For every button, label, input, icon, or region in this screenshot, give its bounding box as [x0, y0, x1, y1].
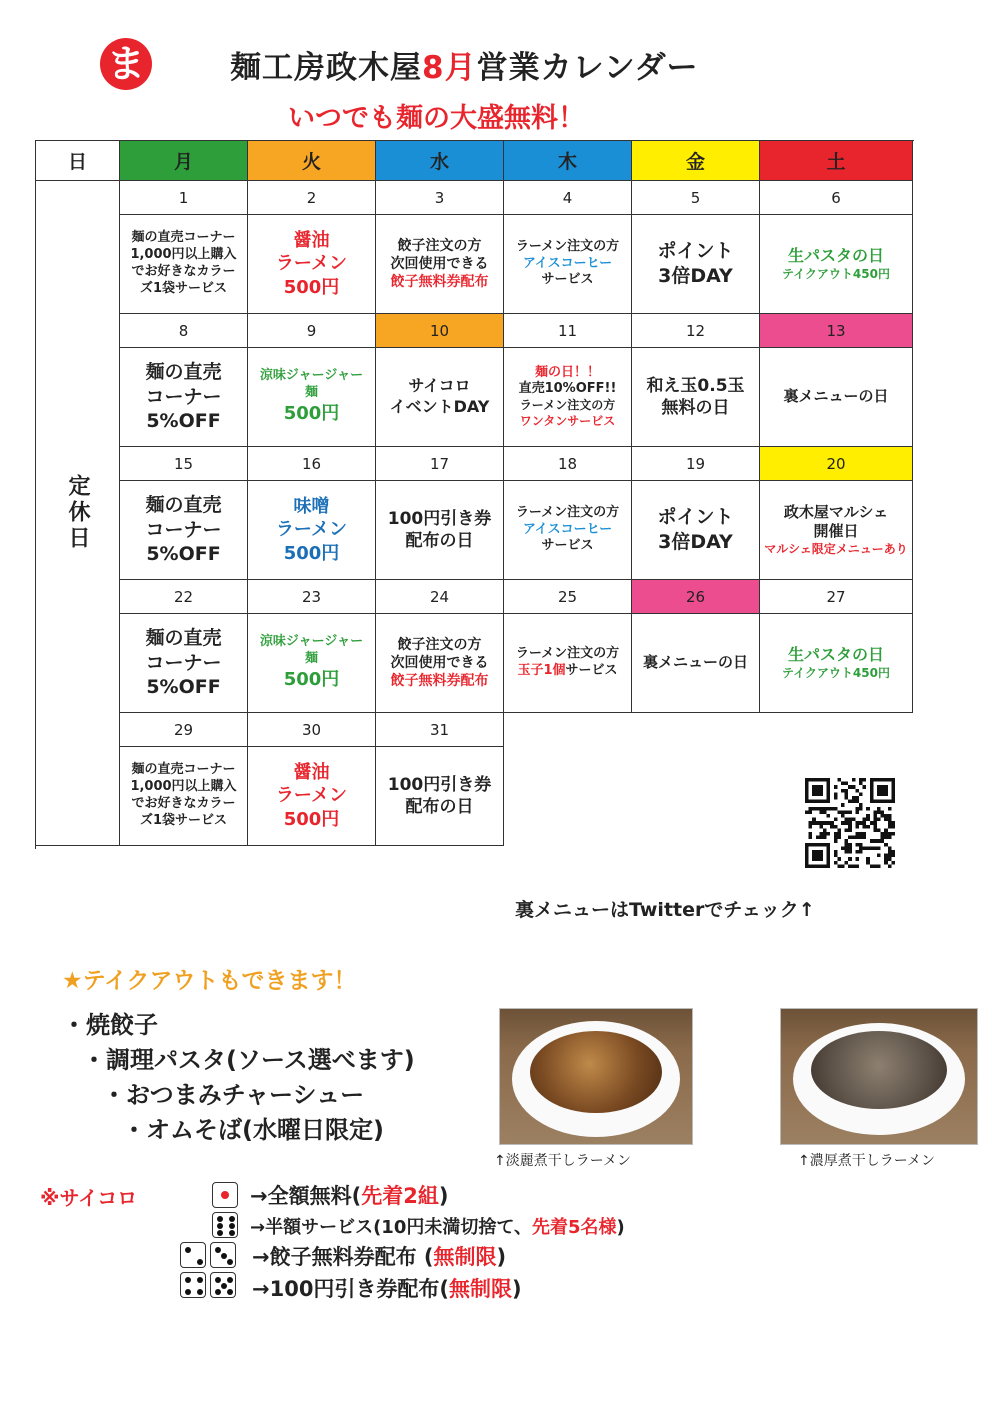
- event-line: 餃子無料券配布: [390, 274, 489, 291]
- title-shop-name: 麺工房政木屋: [230, 50, 422, 86]
- event-line: サービス: [541, 538, 594, 554]
- day-number: 9: [248, 314, 376, 348]
- photo-caption: ↑濃厚煮干しラーメン: [798, 1153, 936, 1169]
- event-line: 裏メニューの日: [642, 653, 748, 672]
- day-event: [504, 481, 632, 580]
- day-event: [120, 348, 248, 447]
- event-line: コーナー: [145, 651, 222, 674]
- ramen-photo-tanrei: [499, 1008, 693, 1145]
- day-number: 15: [120, 447, 248, 481]
- day-number: 22: [120, 580, 248, 614]
- day-event: [760, 215, 913, 314]
- day-number: 25: [504, 580, 632, 614]
- event-line: 開催日: [813, 522, 859, 541]
- event-line: 麺: [304, 385, 318, 401]
- weekday-header: 火: [248, 141, 376, 181]
- day-number: 18: [504, 447, 632, 481]
- event-line: 3倍DAY: [658, 265, 733, 287]
- event-line: イベントDAY: [389, 397, 490, 416]
- die-face-3-icon: [210, 1242, 236, 1268]
- day-number: 1: [120, 181, 248, 215]
- event-line: ラーメン: [275, 785, 348, 807]
- event-line: 配布の日: [405, 797, 474, 817]
- takeout-item: ・オムそば(水曜日限定): [122, 1116, 384, 1144]
- day-event: [504, 215, 632, 314]
- day-number: 19: [632, 447, 760, 481]
- qr-code-icon[interactable]: [802, 778, 898, 868]
- shop-logo: ま: [100, 38, 152, 90]
- day-number: 24: [376, 580, 504, 614]
- day-event: [632, 348, 760, 447]
- event-line: 玉子1個サービス: [517, 663, 618, 678]
- day-number: 20: [760, 447, 913, 481]
- weekday-header: 金: [632, 141, 760, 181]
- event-line: アイスコーヒー: [522, 255, 613, 271]
- event-line: ラーメン注文の方: [515, 238, 620, 254]
- day-event: [504, 348, 632, 447]
- event-line: 涼味ジャージャー: [259, 634, 364, 650]
- day-number: 26: [632, 580, 760, 614]
- event-line: ズ1袋サービス: [139, 280, 228, 296]
- event-line: 生パスタの日: [787, 245, 884, 265]
- day-number: 2: [248, 181, 376, 215]
- takeout-item: ・焼餃子: [62, 1011, 158, 1039]
- event-line: テイクアウト450円: [782, 665, 890, 680]
- event-line: 1,000円以上購入: [130, 247, 237, 263]
- day-event: [376, 348, 504, 447]
- event-line: 麺の直売: [145, 360, 222, 383]
- day-number: 30: [248, 713, 376, 747]
- closed-day-column: 定休日: [36, 181, 120, 846]
- day-event: [248, 481, 376, 580]
- day-event: [760, 481, 913, 580]
- day-number: 4: [504, 181, 632, 215]
- event-line: 醤油: [293, 761, 330, 783]
- event-line: 餃子無料券配布: [390, 673, 489, 690]
- die-face-1-icon: [212, 1182, 238, 1208]
- event-line: 500円: [283, 808, 340, 830]
- event-line: 麺の直売コーナー: [131, 762, 236, 778]
- event-line: 涼味ジャージャー: [259, 368, 364, 384]
- day-number: 29: [120, 713, 248, 747]
- day-number: 8: [120, 314, 248, 348]
- page-subtitle: いつでも麺の大盛無料！: [288, 103, 585, 134]
- day-event: [632, 481, 760, 580]
- event-line: サービス: [541, 272, 594, 288]
- day-event: [504, 614, 632, 713]
- event-line: 麺の直売: [145, 626, 222, 649]
- event-line: 5%OFF: [146, 410, 221, 433]
- day-event: [120, 481, 248, 580]
- day-event: [632, 614, 760, 713]
- title-suffix: 営業カレンダー: [476, 50, 699, 86]
- qr-caption: 裏メニューはTwitterでチェック↑: [515, 899, 815, 921]
- day-number: 16: [248, 447, 376, 481]
- event-line: ワンタンサービス: [519, 413, 616, 428]
- day-event: [376, 614, 504, 713]
- day-event: [248, 348, 376, 447]
- day-number: 12: [632, 314, 760, 348]
- event-line: 麺の直売: [145, 493, 222, 516]
- event-line: 直売10%OFF!!: [518, 381, 617, 397]
- day-event: [248, 215, 376, 314]
- weekday-header: 木: [504, 141, 632, 181]
- event-line: ラーメン注文の方: [519, 398, 616, 413]
- event-line: ポイント: [657, 506, 734, 529]
- event-line: 500円: [283, 276, 340, 298]
- day-event: [376, 481, 504, 580]
- event-line: 500円: [283, 669, 340, 691]
- dice-rule: →全額無料(先着2組): [250, 1184, 449, 1208]
- event-line: ラーメン注文の方: [515, 646, 620, 662]
- takeout-item: ・調理パスタ(ソース選べます): [82, 1046, 415, 1074]
- event-line: 3倍DAY: [658, 531, 733, 553]
- page-title: [230, 42, 699, 87]
- weekday-header: 土: [760, 141, 913, 181]
- weekday-header: 月: [120, 141, 248, 181]
- day-number: 5: [632, 181, 760, 215]
- event-line: 生パスタの日: [787, 644, 884, 664]
- event-line: ラーメン注文の方: [515, 504, 620, 520]
- calendar: [35, 140, 914, 849]
- event-line: テイクアウト450円: [782, 266, 890, 281]
- die-face-6-icon: [212, 1212, 238, 1238]
- event-line: 500円: [283, 542, 340, 564]
- title-month: 8月: [422, 50, 477, 86]
- day-number: 23: [248, 580, 376, 614]
- day-number: 13: [760, 314, 913, 348]
- event-line: ラーメン: [275, 519, 348, 541]
- day-event: [120, 614, 248, 713]
- die-face-2-icon: [180, 1242, 206, 1268]
- day-event: [760, 614, 913, 713]
- event-line: 1,000円以上購入: [130, 779, 237, 795]
- ramen-photo-noukou: [780, 1008, 978, 1145]
- day-event: [248, 747, 376, 846]
- event-line: 餃子注文の方: [397, 237, 482, 254]
- event-line: 無料の日: [661, 398, 730, 418]
- event-line: ポイント: [657, 240, 734, 263]
- dice-rule: →100円引き券配布(無制限): [252, 1277, 522, 1301]
- event-line: コーナー: [145, 385, 222, 408]
- event-line: 麺: [304, 651, 318, 667]
- day-number: 17: [376, 447, 504, 481]
- dice-rule: →餃子無料券配布 (無制限): [252, 1245, 507, 1269]
- event-line: サイコロ: [408, 376, 471, 396]
- weekday-header: 水: [376, 141, 504, 181]
- event-line: 醤油: [293, 229, 330, 251]
- event-line: ラーメン: [275, 253, 348, 275]
- day-number: 3: [376, 181, 504, 215]
- event-line: アイスコーヒー: [522, 521, 613, 537]
- day-event: [120, 215, 248, 314]
- event-line: マルシェ限定メニューあり: [764, 541, 908, 556]
- event-line: ズ1袋サービス: [139, 812, 228, 828]
- day-event: [376, 747, 504, 846]
- event-line: 味噌: [293, 495, 330, 517]
- die-face-5-icon: [210, 1272, 236, 1298]
- event-line: 麺の日！！: [534, 364, 600, 380]
- day-number: 31: [376, 713, 504, 747]
- event-line: 5%OFF: [146, 676, 221, 699]
- event-line: 100円引き券: [387, 508, 492, 529]
- day-number: 10: [376, 314, 504, 348]
- weekday-header: 日: [36, 141, 120, 181]
- photo-caption: ↑淡麗煮干しラーメン: [494, 1153, 632, 1169]
- event-line: 5%OFF: [146, 543, 221, 566]
- event-line: 和え玉0.5玉: [646, 375, 745, 396]
- day-event: [120, 747, 248, 846]
- event-line: 次回使用できる: [390, 654, 489, 671]
- day-event: [376, 215, 504, 314]
- event-line: コーナー: [145, 518, 222, 541]
- day-number: 11: [504, 314, 632, 348]
- event-line: 次回使用できる: [390, 255, 489, 272]
- day-number: 27: [760, 580, 913, 614]
- event-line: 500円: [283, 403, 340, 425]
- dice-heading: ※サイコロ: [40, 1186, 138, 1210]
- event-line: 麺の直売コーナー: [131, 230, 236, 246]
- die-face-4-icon: [180, 1272, 206, 1298]
- event-line: 政木屋マルシェ: [783, 502, 889, 521]
- takeout-heading: ★テイクアウトもできます！: [62, 968, 357, 994]
- event-line: 配布の日: [405, 531, 474, 551]
- day-event: [248, 614, 376, 713]
- day-number: 6: [760, 181, 913, 215]
- takeout-item: ・おつまみチャーシュー: [102, 1081, 365, 1109]
- event-line: 100円引き券: [387, 774, 492, 795]
- day-event: [632, 215, 760, 314]
- dice-rule: →半額サービス(10円未満切捨て、先着5名様): [250, 1217, 625, 1238]
- event-line: でお好きなカラー: [131, 796, 236, 811]
- day-event: [760, 348, 913, 447]
- event-line: 裏メニューの日: [783, 387, 889, 406]
- event-line: でお好きなカラー: [131, 264, 236, 279]
- event-line: 餃子注文の方: [397, 636, 482, 653]
